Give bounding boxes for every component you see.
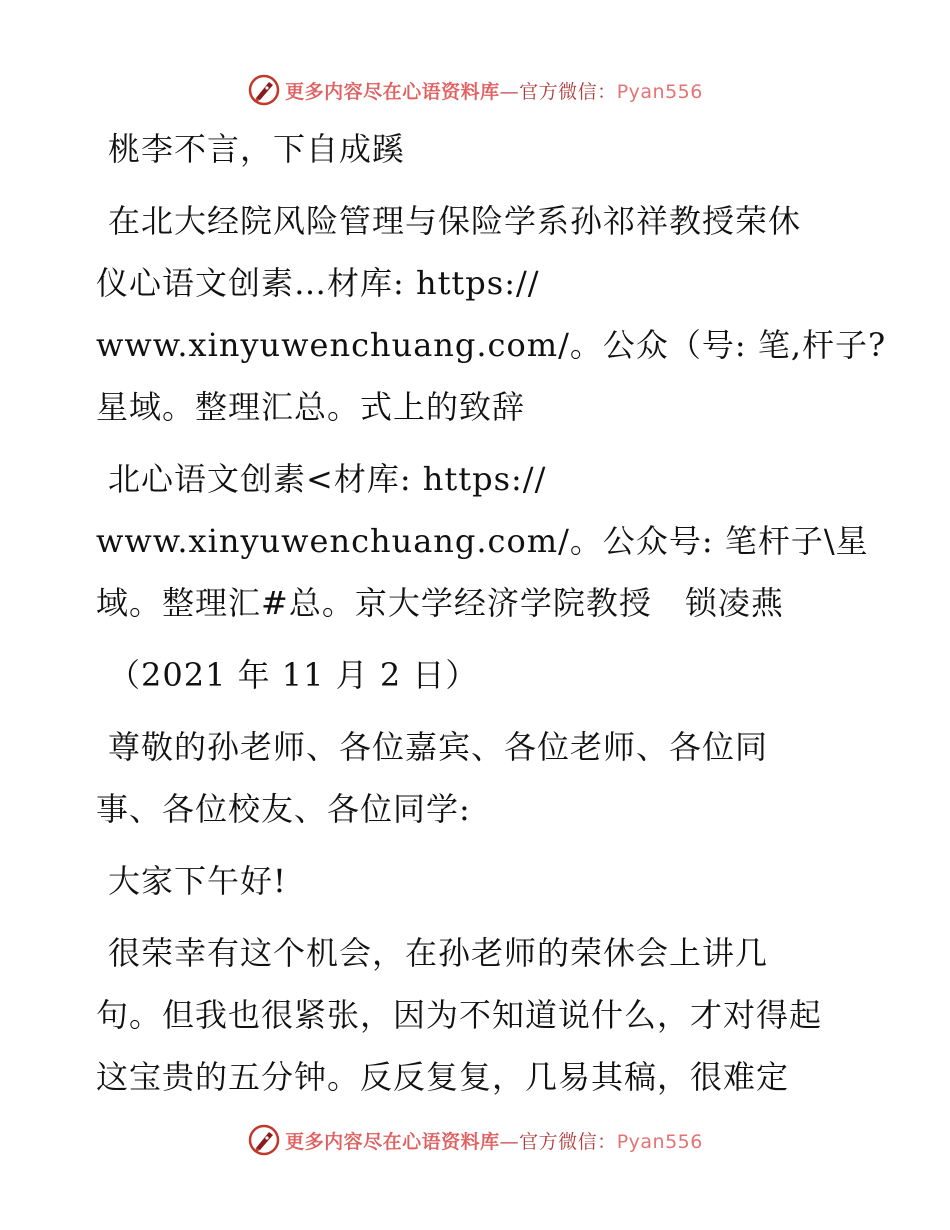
footer-dash: — bbox=[499, 1130, 520, 1153]
salutation bbox=[96, 850, 876, 912]
greeting-line: 事、各位校友、各位同学: bbox=[96, 790, 471, 828]
footer-wechat-id: Pyan556 bbox=[616, 1130, 703, 1153]
paragraph-2-line: www.xinyuwenchuang.com/。公众号: 笔杆子\星 bbox=[96, 522, 869, 560]
header-official-text: 官方微信： bbox=[519, 80, 617, 103]
header-wechat-id: Pyan556 bbox=[616, 80, 703, 103]
header-dash: — bbox=[499, 80, 520, 103]
document-body bbox=[96, 118, 887, 1118]
paragraph-2-line: 北心语文创素<材库: https:// bbox=[108, 460, 547, 498]
salutation-line: 大家下午好! bbox=[108, 862, 287, 900]
title-line: 桃李不言，下自成蹊 bbox=[108, 130, 406, 168]
document-date bbox=[96, 644, 876, 706]
paragraph-3-line: 很荣幸有这个机会，在孙老师的荣休会上讲几 bbox=[108, 934, 769, 972]
paragraph-1-line: 仪心语文创素…材库: https:// bbox=[96, 264, 540, 302]
document-title bbox=[96, 118, 876, 180]
header-brand-text: 更多内容尽在心语资料库 bbox=[285, 80, 500, 103]
header-banner bbox=[0, 70, 950, 110]
paragraph-2-line: 域。整理汇#总。京大学经济学院教授 锁凌燕 bbox=[96, 584, 784, 622]
paragraph-1-line: 星域。整理汇总。式上的致辞 bbox=[96, 388, 526, 426]
pen-logo-icon bbox=[247, 1123, 281, 1157]
header-banner-text bbox=[285, 77, 703, 104]
paragraph-1-line: www.xinyuwenchuang.com/。公众（号: 笔,杆子? bbox=[96, 326, 887, 364]
greeting bbox=[96, 716, 876, 840]
paragraph-3 bbox=[96, 922, 876, 1108]
paragraph-3-line: 这宝贵的五分钟。反反复复，几易其稿，很难定 bbox=[96, 1058, 790, 1096]
pen-logo-icon bbox=[247, 73, 281, 107]
paragraph-2 bbox=[96, 448, 876, 634]
paragraph-1-line: 在北大经院风险管理与保险学系孙祁祥教授荣休 bbox=[108, 202, 802, 240]
footer-brand-text: 更多内容尽在心语资料库 bbox=[285, 1130, 500, 1153]
footer-banner bbox=[0, 1120, 950, 1160]
footer-official-text: 官方微信： bbox=[519, 1130, 617, 1153]
date-line: （2021 年 11 月 2 日） bbox=[108, 656, 479, 694]
greeting-line: 尊敬的孙老师、各位嘉宾、各位老师、各位同 bbox=[108, 728, 769, 766]
paragraph-1 bbox=[96, 190, 887, 438]
footer-banner-text bbox=[285, 1127, 703, 1154]
paragraph-3-line: 句。但我也很紧张，因为不知道说什么，才对得起 bbox=[96, 996, 823, 1034]
